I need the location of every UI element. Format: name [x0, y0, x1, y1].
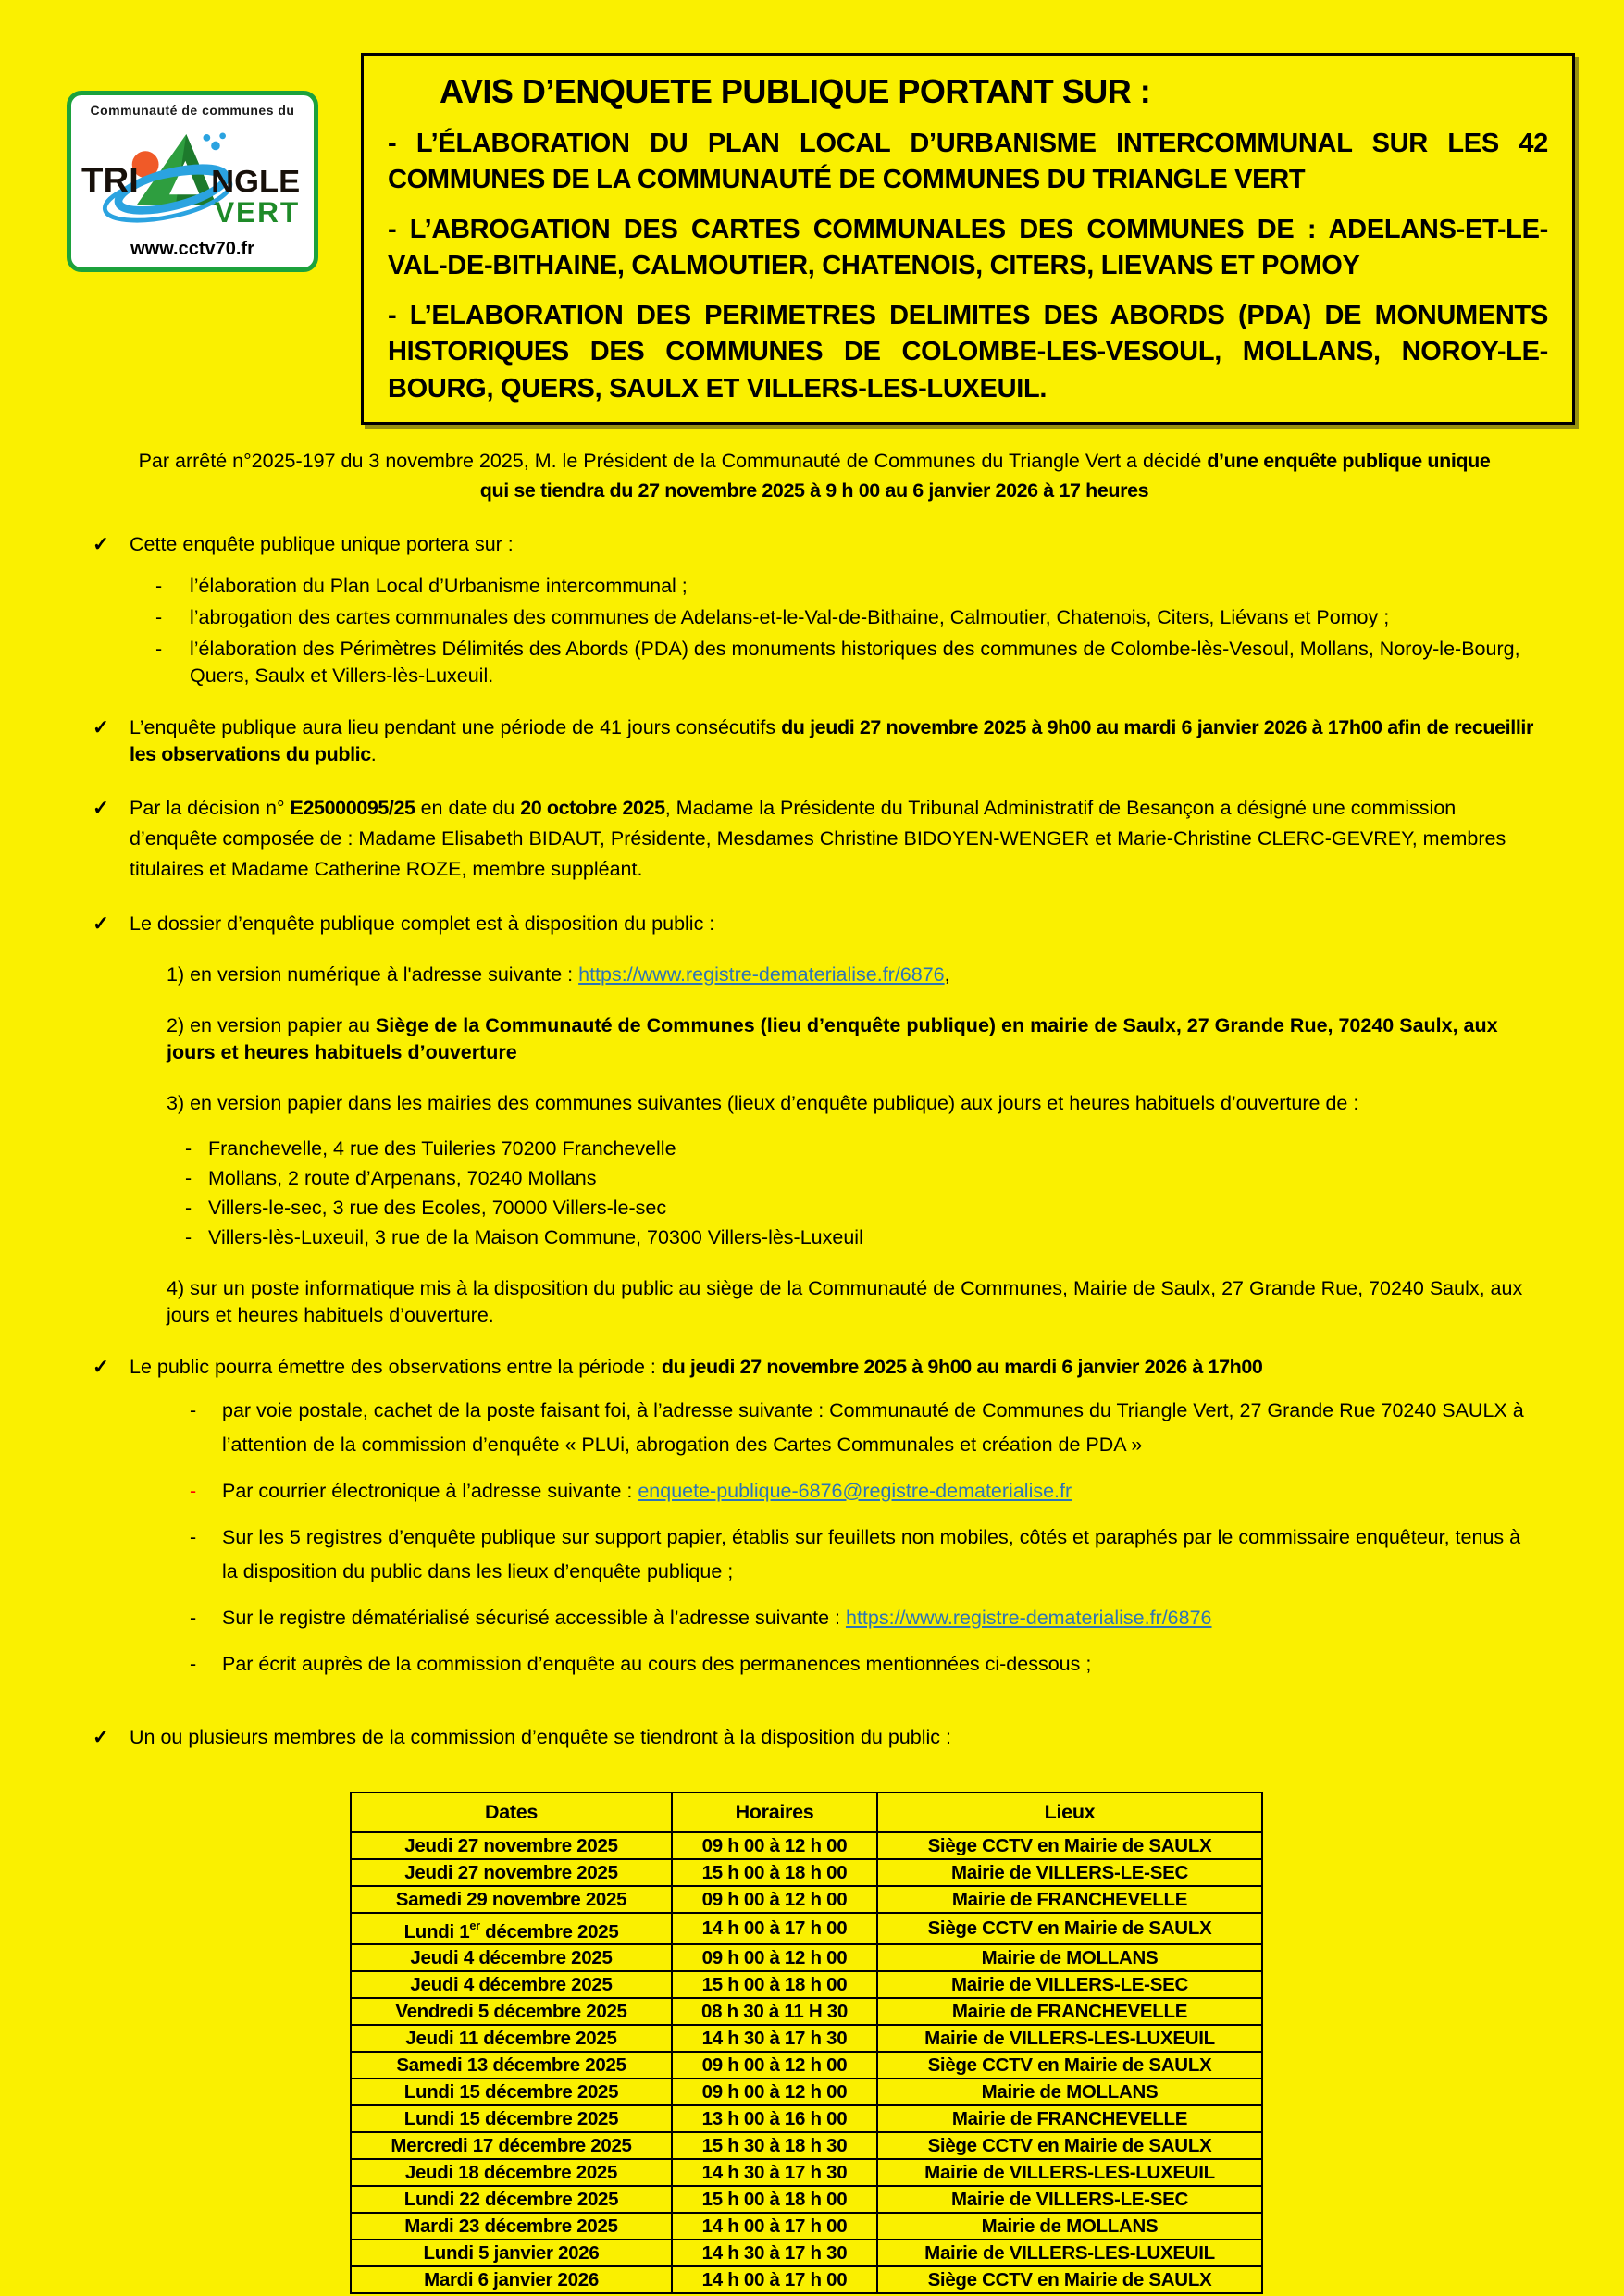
logo-website: www.cctv70.fr	[130, 239, 254, 259]
table-cell: 09 h 00 à 12 h 00	[672, 2079, 877, 2105]
table-cell: Mardi 6 janvier 2026	[351, 2266, 672, 2293]
list-item-text: l’élaboration des Périmètres Délimités des Abords (PDA) des monuments historiques des communes de Colombe-lès-Vesoul, Mollans, Noroy-le-Bourg, Quers, Saulx et Villers-lès-Luxeuil.	[190, 637, 1520, 687]
dash-bullet: -	[190, 1606, 197, 1629]
table-row	[351, 1913, 1262, 1945]
table-cell: 14 h 30 à 17 h 30	[672, 2240, 877, 2266]
checkmark-icon: ✓	[93, 912, 110, 935]
list-item-text: Franchevelle, 4 rue des Tuileries 70200 Franchevelle	[208, 1136, 676, 1160]
dash-bullet: -	[190, 1652, 197, 1675]
intro-paragraph: Par arrêté n°2025-197 du 3 novembre 2025, M. le Président de la Communauté de Communes du Triangle Vert a décidé d’une enquête publique unique qui se tiendra du 27 novembre 2025 à 9 h 00 au 6 janvier 2026 à 17 heures	[138, 450, 1491, 503]
section-duration	[93, 714, 1536, 768]
table-row	[351, 2025, 1262, 2052]
dossier-item-1: 1) en version numérique à l'adresse suivante : https://www.registre-dematerialise.fr/6876,	[167, 962, 950, 986]
table-cell: Mairie de FRANCHEVELLE	[877, 2105, 1262, 2132]
hyperlink[interactable]: https://www.registre-dematerialise.fr/6876	[578, 962, 945, 986]
notice-body	[0, 446, 1624, 2294]
table-cell: 14 h 00 à 17 h 00	[672, 2266, 877, 2293]
table-cell: Jeudi 4 décembre 2025	[351, 1944, 672, 1971]
logo-text-tri: TRI	[81, 159, 139, 200]
table-cell: Mairie de MOLLANS	[877, 1944, 1262, 1971]
logo-droplet	[219, 132, 226, 139]
hyperlink[interactable]: enquete-publique-6876@registre-dematerialise.fr	[638, 1479, 1072, 1502]
hyperlink[interactable]: https://www.registre-dematerialise.fr/6876	[845, 1606, 1212, 1629]
table-cell: 15 h 00 à 18 h 00	[672, 1859, 877, 1886]
table-cell: 09 h 00 à 12 h 00	[672, 1832, 877, 1859]
table-cell: Mairie de MOLLANS	[877, 2079, 1262, 2105]
checkmark-icon: ✓	[93, 796, 110, 819]
table-cell: Samedi 13 décembre 2025	[351, 2052, 672, 2079]
table-row	[351, 1998, 1262, 2025]
dash-bullet: -	[185, 1225, 192, 1248]
table-cell: 15 h 00 à 18 h 00	[672, 2186, 877, 2213]
list-item	[130, 1647, 1536, 1682]
table-header-row	[351, 1793, 1262, 1832]
logo-text-vert: VERT	[215, 194, 301, 229]
table-cell: Lundi 15 décembre 2025	[351, 2105, 672, 2132]
table-cell: 13 h 00 à 16 h 00	[672, 2105, 877, 2132]
section-observations-text: Le public pourra émettre des observations entre la période : du jeudi 27 novembre 2025 à 9h00 au mardi 6 janvier 2026 à 17h00	[130, 1355, 1263, 1378]
table-cell: Lundi 5 janvier 2026	[351, 2240, 672, 2266]
permanences-table	[350, 1792, 1263, 2295]
table-cell: Lundi 15 décembre 2025	[351, 2079, 672, 2105]
table-cell: Mairie de FRANCHEVELLE	[877, 1998, 1262, 2025]
notice-header-box	[361, 53, 1575, 425]
list-item	[185, 1165, 1536, 1192]
table-cell: 15 h 30 à 18 h 30	[672, 2132, 877, 2159]
table-cell: Mairie de VILLERS-LES-LUXEUIL	[877, 2240, 1262, 2266]
list-item-text: l’élaboration du Plan Local d’Urbanisme intercommunal ;	[190, 574, 688, 597]
section-dossier-text: Le dossier d’enquête publique complet est à disposition du public :	[130, 912, 715, 935]
dash-bullet-red: -	[190, 1479, 197, 1502]
table-row	[351, 1886, 1262, 1913]
column-header-horaires: Horaires	[672, 1793, 877, 1832]
dash-bullet: -	[185, 1166, 192, 1189]
table-cell: Mairie de FRANCHEVELLE	[877, 1886, 1262, 1913]
table-row	[351, 2266, 1262, 2293]
table-row	[351, 2159, 1262, 2186]
section-scope	[93, 531, 1536, 689]
section-permanences-text: Un ou plusieurs membres de la commission d’enquête se tiendront à la disposition du public :	[130, 1725, 951, 1748]
table-cell: Mairie de MOLLANS	[877, 2213, 1262, 2240]
table-row	[351, 2052, 1262, 2079]
column-header-lieux: Lieux	[877, 1793, 1262, 1832]
communes-list	[185, 1136, 1536, 1251]
list-item-text: Villers-le-sec, 3 rue des Ecoles, 70000 Villers-le-sec	[208, 1196, 667, 1219]
list-item-text: Par écrit auprès de la commission d’enquête au cours des permanences mentionnées ci-dessous ;	[222, 1652, 1092, 1675]
notice-subject-abrogation: - L’ABROGATION DES CARTES COMMUNALES DES COMMUNES DE : ADELANS-ET-LE-VAL-DE-BITHAINE, CALMOUTIER, CHATENOIS, CITERS, LIEVANS ET POMOY	[388, 214, 1548, 281]
section-scope-text: Cette enquête publique unique portera sur :	[130, 532, 514, 555]
list-item	[185, 1224, 1536, 1251]
table-cell: 14 h 30 à 17 h 30	[672, 2025, 877, 2052]
list-item	[130, 1601, 1536, 1635]
checkmark-icon: ✓	[93, 715, 110, 738]
list-item	[153, 604, 1536, 631]
table-row	[351, 2105, 1262, 2132]
table-cell: 09 h 00 à 12 h 00	[672, 1944, 877, 1971]
section-observations	[93, 1354, 1536, 1682]
list-item	[185, 1136, 1536, 1162]
table-cell: Mercredi 17 décembre 2025	[351, 2132, 672, 2159]
table-cell: Lundi 1er décembre 2025	[351, 1913, 672, 1945]
column-header-dates: Dates	[351, 1793, 672, 1832]
table-cell: Samedi 29 novembre 2025	[351, 1886, 672, 1913]
list-item-text: Sur les 5 registres d’enquête publique sur support papier, établis sur feuillets non mobiles, côtés et paraphés par le commissaire enquêteur, tenus à la disposition du public dans les lieux d’enquête publique ;	[222, 1525, 1521, 1582]
table-row	[351, 2186, 1262, 2213]
list-item-text: Mollans, 2 route d’Arpenans, 70240 Mollans	[208, 1166, 597, 1189]
dash-bullet: -	[155, 637, 163, 660]
section-permanences	[93, 1724, 1536, 1751]
dash-bullet: -	[190, 1525, 197, 1548]
table-cell: Jeudi 11 décembre 2025	[351, 2025, 672, 2052]
table-row	[351, 1832, 1262, 1859]
table-cell: Mairie de VILLERS-LES-LUXEUIL	[877, 2159, 1262, 2186]
table-cell: Jeudi 27 novembre 2025	[351, 1832, 672, 1859]
logo-text-ngle: NGLE	[211, 163, 301, 199]
table-row	[351, 1971, 1262, 1998]
table-cell: Siège CCTV en Mairie de SAULX	[877, 2266, 1262, 2293]
dossier-item-4: 4) sur un poste informatique mis à la disposition du public au siège de la Communauté de Communes, Mairie de Saulx, 27 Grande Rue, 70240 Saulx, aux jours et heures habituels d’ouverture.	[167, 1276, 1523, 1326]
table-cell: 09 h 00 à 12 h 00	[672, 2052, 877, 2079]
notice-subject-pda: - L’ELABORATION DES PERIMETRES DELIMITES DES ABORDS (PDA) DE MONUMENTS HISTORIQUES DES COMMUNES DE COLOMBE-LES-VESOUL, MOLLANS, NOROY-LE-BOURG, QUERS, SAULX ET VILLERS-LES-LUXEUIL.	[388, 300, 1548, 403]
table-cell: 15 h 00 à 18 h 00	[672, 1971, 877, 1998]
section-dossier	[93, 911, 1536, 1329]
section-duration-text: L’enquête publique aura lieu pendant une période de 41 jours consécutifs du jeudi 27 novembre 2025 à 9h00 au mardi 6 janvier 2026 à 17h00 afin de recueillir les observations du public.	[130, 715, 1533, 765]
table-cell: Jeudi 27 novembre 2025	[351, 1859, 672, 1886]
section-commission-text: Par la décision n° E25000095/25 en date du 20 octobre 2025, Madame la Présidente du Tribunal Administratif de Besançon a désigné une commission d’enquête composée de : Madame Elisabeth BIDAUT, Présidente, Mesdames Christine BIDOYEN-WENGER et Marie-Christine CLERC-GEVREY, membres titulaires et Madame Catherine ROZE, membre suppléant.	[130, 796, 1506, 881]
table-row	[351, 2213, 1262, 2240]
notice-title: AVIS D’ENQUETE PUBLIQUE PORTANT SUR :	[440, 72, 1151, 110]
table-cell: 14 h 30 à 17 h 30	[672, 2159, 877, 2186]
checkmark-icon: ✓	[93, 1355, 110, 1378]
list-item	[153, 636, 1536, 689]
table-row	[351, 2079, 1262, 2105]
table-cell: Jeudi 18 décembre 2025	[351, 2159, 672, 2186]
table-cell: Mairie de VILLERS-LE-SEC	[877, 2186, 1262, 2213]
dash-bullet: -	[155, 605, 163, 628]
logo-badge	[67, 91, 318, 272]
observations-list	[130, 1394, 1536, 1682]
list-item	[130, 1520, 1536, 1589]
table-cell: 14 h 00 à 17 h 00	[672, 1913, 877, 1945]
dash-bullet: -	[155, 574, 163, 597]
list-item	[130, 1394, 1536, 1462]
dash-bullet: -	[185, 1136, 192, 1160]
list-item-text: Villers-lès-Luxeuil, 3 rue de la Maison Commune, 70300 Villers-lès-Luxeuil	[208, 1225, 863, 1248]
table-cell: Lundi 22 décembre 2025	[351, 2186, 672, 2213]
table-cell: Mairie de VILLERS-LE-SEC	[877, 1859, 1262, 1886]
table-cell: Mardi 23 décembre 2025	[351, 2213, 672, 2240]
table-cell: Mairie de VILLERS-LES-LUXEUIL	[877, 2025, 1262, 2052]
logo-droplet	[211, 141, 220, 150]
dossier-item-2: 2) en version papier au Siège de la Communauté de Communes (lieu d’enquête publique) en mairie de Saulx, 27 Grande Rue, 70240 Saulx, aux jours et heures habituels d’ouverture	[167, 1013, 1498, 1063]
table-row	[351, 1944, 1262, 1971]
dossier-item-3: 3) en version papier dans les mairies des communes suivantes (lieux d’enquête publique) aux jours et heures habituels d’ouverture de :	[167, 1091, 1359, 1114]
table-cell: Siège CCTV en Mairie de SAULX	[877, 1832, 1262, 1859]
triangle-vert-logo-art	[81, 129, 304, 229]
scope-bullet-list	[153, 573, 1536, 689]
dash-bullet: -	[190, 1398, 197, 1421]
section-commission	[93, 793, 1536, 886]
table-cell: Vendredi 5 décembre 2025	[351, 1998, 672, 2025]
table-row	[351, 1859, 1262, 1886]
list-item-text: l’abrogation des cartes communales des communes de Adelans-et-le-Val-de-Bithaine, Calmoutier, Chatenois, Citers, Liévans et Pomoy ;	[190, 605, 1390, 628]
table-cell: 09 h 00 à 12 h 00	[672, 1886, 877, 1913]
list-item	[185, 1195, 1536, 1222]
list-item	[130, 1474, 1536, 1508]
logo-droplet	[204, 134, 211, 142]
checkmark-icon: ✓	[93, 532, 110, 555]
list-item	[153, 573, 1536, 600]
table-cell: Siège CCTV en Mairie de SAULX	[877, 2132, 1262, 2159]
table-cell: 08 h 30 à 11 H 30	[672, 1998, 877, 2025]
notice-subject-plui: - L’ÉLABORATION DU PLAN LOCAL D’URBANISME INTERCOMMUNAL SUR LES 42 COMMUNES DE LA COMMUNAUTÉ DE COMMUNES DU TRIANGLE VERT	[388, 129, 1548, 195]
list-item-text: par voie postale, cachet de la poste faisant foi, à l’adresse suivante : Communauté de Communes du Triangle Vert, 27 Grande Rue 70240 SAULX à l’attention de la commission d’enquête « PLUi, abrogation des Cartes Communales et création de PDA »	[222, 1398, 1524, 1456]
table-cell: Siège CCTV en Mairie de SAULX	[877, 2052, 1262, 2079]
list-item-text: Sur le registre dématérialisé sécurisé accessible à l’adresse suivante : https://www.registre-dematerialise.fr/6876	[222, 1606, 1212, 1629]
list-item-text: Par courrier électronique à l’adresse suivante : enquete-publique-6876@registre-dematerialise.fr	[222, 1479, 1072, 1502]
table-row	[351, 2240, 1262, 2266]
table-row	[351, 2132, 1262, 2159]
table-cell: Jeudi 4 décembre 2025	[351, 1971, 672, 1998]
table-cell: 14 h 00 à 17 h 00	[672, 2213, 877, 2240]
checkmark-icon: ✓	[93, 1725, 110, 1748]
dash-bullet: -	[185, 1196, 192, 1219]
table-cell: Siège CCTV en Mairie de SAULX	[877, 1913, 1262, 1945]
logo-top-text: Communauté de communes du	[90, 103, 295, 118]
table-cell: Mairie de VILLERS-LE-SEC	[877, 1971, 1262, 1998]
